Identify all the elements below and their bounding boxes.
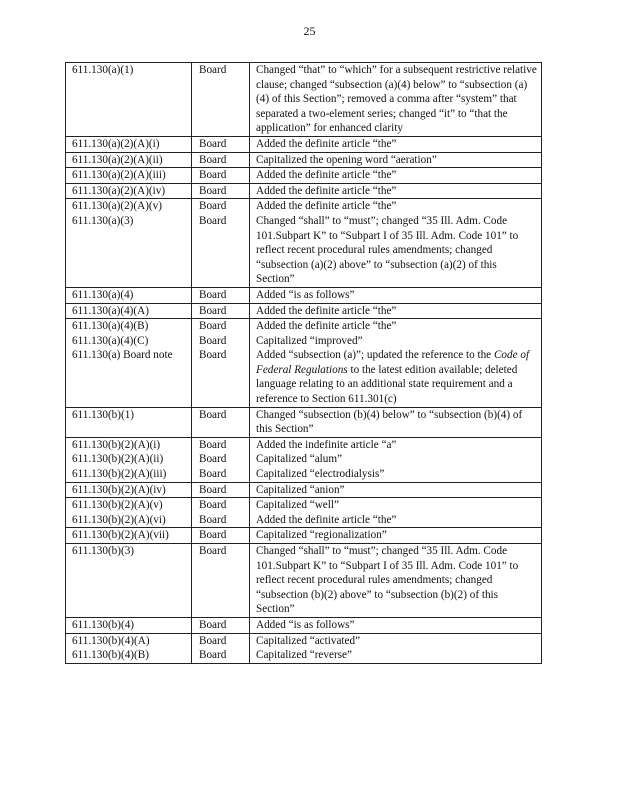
source-cell: Board	[192, 183, 250, 199]
table-row	[66, 199, 542, 288]
amendments-table	[65, 62, 542, 664]
section-label: 611.130(a)(2)(A)(v)	[72, 200, 162, 213]
table-row	[66, 498, 542, 528]
table-row	[66, 482, 542, 498]
cfr-title: Code of Federal Regulations	[256, 349, 530, 376]
source-cell	[192, 319, 250, 408]
table-row	[66, 303, 542, 319]
section-label: 611.130(b)(2)(A)(v)	[72, 499, 163, 512]
section-label: 611.130(b)(2)(A)(vi)	[72, 513, 166, 526]
description-cell: Changed “subsection (b)(4) below” to “subsection (b)(4) of this Section”	[250, 407, 542, 437]
section-label: 611.130(a) Board note	[72, 349, 173, 362]
description-cell: Changed “shall” to “must”; changed “35 Ill. Adm. Code 101.Subpart K” to “Subpart I of 35 Ill. Adm. Code 101” to reflect recent procedural rules amendments; changed “subsection (b)(2) above” to “subsection (b)(2) of this Section”	[250, 544, 542, 618]
section-cell: 611.130(a)(2)(A)(iii)	[66, 168, 192, 184]
section-cell	[66, 319, 192, 408]
table-row	[66, 633, 542, 663]
description-text: Added the definite article “the”	[256, 320, 397, 333]
section-cell: 611.130(a)(4)	[66, 287, 192, 303]
section-cell	[66, 437, 192, 482]
description-cell	[250, 319, 542, 408]
source-label: Board	[199, 513, 227, 526]
table-row	[66, 617, 542, 633]
source-label: Board	[199, 649, 227, 662]
source-label: Board	[199, 200, 227, 213]
source-label: Board	[199, 499, 227, 512]
section-label: 611.130(a)(3)	[72, 214, 134, 227]
source-cell: Board	[192, 168, 250, 184]
table-row	[66, 152, 542, 168]
section-cell: 611.130(b)(2)(A)(iv)	[66, 482, 192, 498]
table-row	[66, 63, 542, 137]
table-row	[66, 136, 542, 152]
source-cell: Board	[192, 63, 250, 137]
description-cell: Added the definite article “the”	[250, 303, 542, 319]
source-label: Board	[199, 320, 227, 333]
table-row	[66, 168, 542, 184]
section-cell	[66, 498, 192, 528]
source-label: Board	[199, 453, 227, 466]
description-text-part: to the latest edition available; deleted language relating to an additional state requirement and a reference to Section 611.301(c)	[256, 363, 518, 406]
description-cell: Added “is as follows”	[250, 287, 542, 303]
source-cell	[192, 498, 250, 528]
description-cell: Added the definite article “the”	[250, 183, 542, 199]
table-row	[66, 407, 542, 437]
table-row	[66, 183, 542, 199]
description-text: Capitalized “reverse”	[256, 649, 352, 662]
description-cell	[250, 633, 542, 663]
section-cell: 611.130(a)(1)	[66, 63, 192, 137]
description-cell: Capitalized “anion”	[250, 482, 542, 498]
section-cell: 611.130(a)(4)(A)	[66, 303, 192, 319]
source-cell: Board	[192, 482, 250, 498]
source-label: Board	[199, 349, 227, 362]
source-cell: Board	[192, 528, 250, 544]
section-cell: 611.130(b)(3)	[66, 544, 192, 618]
description-cell: Capitalized “regionalization”	[250, 528, 542, 544]
description-cell	[250, 199, 542, 288]
description-cell: Added the definite article “the”	[250, 168, 542, 184]
description-text: Added the indefinite article “a”	[256, 438, 397, 451]
source-cell	[192, 437, 250, 482]
section-cell: 611.130(b)(1)	[66, 407, 192, 437]
description-text: Capitalized “electrodialysis”	[256, 468, 385, 481]
section-label: 611.130(b)(2)(A)(i)	[72, 438, 161, 451]
table-row	[66, 287, 542, 303]
table-row	[66, 319, 542, 408]
description-text: Added the definite article “the”	[256, 513, 397, 526]
description-cell: Changed “that” to “which” for a subsequent restrictive relative clause; changed “subsection (a)(4) below” to “subsection (a)(4) of this Section”; removed a comma after “system” that separated a two-element series; changed “it” to “that the application” for enhanced clarity	[250, 63, 542, 137]
section-label: 611.130(b)(4)(B)	[72, 649, 149, 662]
section-label: 611.130(b)(2)(A)(ii)	[72, 453, 164, 466]
section-cell: 611.130(a)(2)(A)(ii)	[66, 152, 192, 168]
description-cell: Capitalized the opening word “aeration”	[250, 152, 542, 168]
source-label: Board	[199, 214, 227, 227]
section-cell: 611.130(b)(2)(A)(vii)	[66, 528, 192, 544]
source-cell: Board	[192, 303, 250, 319]
description-cell: Added “is as follows”	[250, 617, 542, 633]
source-cell: Board	[192, 287, 250, 303]
source-cell	[192, 199, 250, 288]
description-text	[256, 348, 537, 406]
description-text: Capitalized “improved”	[256, 334, 363, 347]
source-cell: Board	[192, 544, 250, 618]
table-row	[66, 437, 542, 482]
section-label: 611.130(b)(2)(A)(iii)	[72, 468, 167, 481]
source-cell: Board	[192, 152, 250, 168]
description-text: Capitalized “activated”	[256, 634, 361, 647]
source-cell: Board	[192, 407, 250, 437]
section-cell	[66, 633, 192, 663]
description-cell	[250, 498, 542, 528]
description-text: Added the definite article “the”	[256, 200, 397, 213]
section-cell: 611.130(a)(2)(A)(iv)	[66, 183, 192, 199]
description-text: Changed “shall” to “must”; changed “35 Ill. Adm. Code 101.Subpart K” to “Subpart I of 35 Ill. Adm. Code 101” to reflect recent procedural rules amendments; changed “subsection (a)(2) above” to “subsection (a)(2) of this Section”	[256, 214, 519, 286]
description-text: Capitalized “alum”	[256, 453, 343, 466]
source-label: Board	[199, 634, 227, 647]
table-row	[66, 544, 542, 618]
section-cell	[66, 199, 192, 288]
section-cell: 611.130(a)(2)(A)(i)	[66, 136, 192, 152]
source-label: Board	[199, 438, 227, 451]
section-label: 611.130(a)(4)(C)	[72, 334, 149, 347]
description-cell	[250, 437, 542, 482]
description-cell: Added the definite article “the”	[250, 136, 542, 152]
table-row	[66, 528, 542, 544]
source-cell: Board	[192, 136, 250, 152]
description-text: Capitalized “well”	[256, 499, 339, 512]
section-cell: 611.130(b)(4)	[66, 617, 192, 633]
source-label: Board	[199, 334, 227, 347]
page-number: 25	[303, 24, 316, 38]
source-cell	[192, 633, 250, 663]
section-label: 611.130(a)(4)(B)	[72, 320, 149, 333]
source-cell: Board	[192, 617, 250, 633]
section-label: 611.130(b)(4)(A)	[72, 634, 150, 647]
description-text-part: Added “subsection (a)”; updated the reference to the	[256, 349, 494, 362]
source-label: Board	[199, 468, 227, 481]
